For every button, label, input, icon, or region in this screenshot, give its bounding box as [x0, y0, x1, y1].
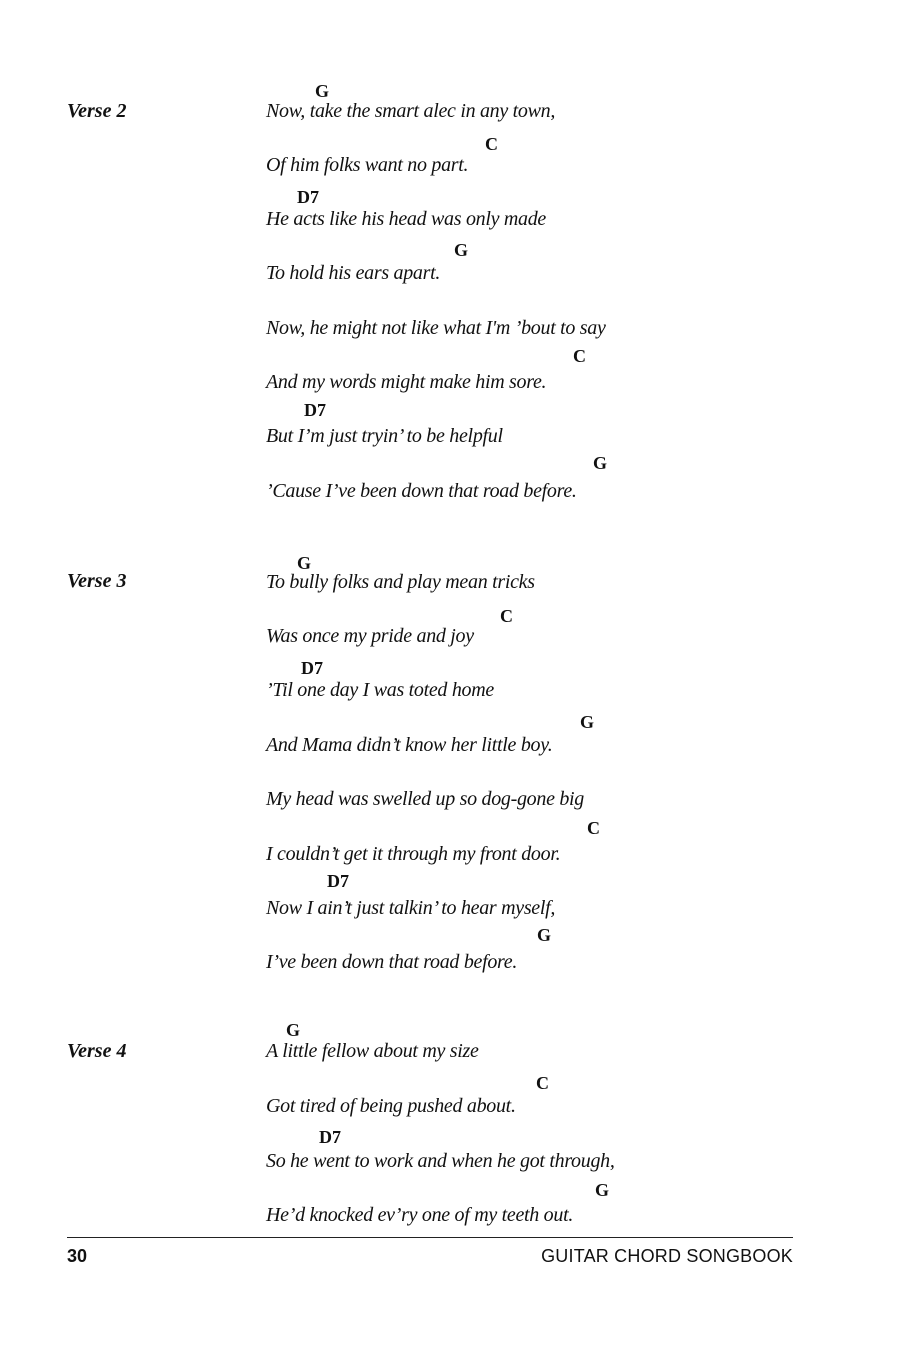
lyric-line: To hold his ears apart.	[266, 262, 441, 284]
chord: G	[537, 925, 552, 945]
chord: G	[580, 712, 595, 732]
book-title: GUITAR CHORD SONGBOOK	[541, 1246, 793, 1266]
verse-4-label: Verse 4	[67, 1040, 127, 1062]
lyric-line: And Mama didn’t know her little boy.	[266, 734, 553, 756]
chord: D7	[301, 658, 323, 678]
lyric-line: ’Til one day I was toted home	[266, 679, 494, 701]
chord: C	[587, 818, 600, 838]
lyric-line: I’ve been down that road before.	[266, 951, 518, 973]
lyric-line: Got tired of being pushed about.	[266, 1095, 516, 1117]
lyric-line: To bully folks and play mean tricks	[266, 571, 535, 593]
lyric-line: So he went to work and when he got through,	[266, 1150, 615, 1172]
lyric-line: A little fellow about my size	[266, 1040, 479, 1062]
footer-divider	[67, 1237, 793, 1238]
chord: C	[485, 134, 498, 154]
lyric-line: Now, he might not like what I'm ’bout to say	[266, 317, 606, 339]
lyric-line: Now I ain’t just talkin’ to hear myself,	[266, 897, 556, 919]
chord: C	[536, 1073, 549, 1093]
lyric-line: My head was swelled up so dog-gone big	[266, 788, 585, 810]
chord: C	[500, 606, 513, 626]
chord: D7	[319, 1127, 341, 1147]
chord: D7	[327, 871, 349, 891]
page-number: 30	[67, 1246, 88, 1266]
lyric-line: Of him folks want no part.	[266, 154, 469, 176]
chord: G	[297, 553, 312, 573]
chord: G	[315, 81, 330, 101]
chord: G	[454, 240, 469, 260]
verse-3-label: Verse 3	[67, 570, 127, 592]
lyric-line: He’d knocked ev’ry one of my teeth out.	[266, 1204, 574, 1226]
lyric-line: Now, take the smart alec in any town,	[266, 100, 556, 122]
lyric-line: I couldn’t get it through my front door.	[266, 843, 561, 865]
verse-2-label: Verse 2	[67, 100, 127, 122]
lyric-line: He acts like his head was only made	[266, 208, 546, 230]
lyric-line: ’Cause I’ve been down that road before.	[266, 480, 577, 502]
lyric-line: And my words might make him sore.	[266, 371, 547, 393]
lyric-line: Was once my pride and joy	[266, 625, 474, 647]
chord: G	[595, 1180, 610, 1200]
chord: D7	[297, 187, 319, 207]
chord: G	[593, 453, 608, 473]
chord: C	[573, 346, 586, 366]
chord: D7	[304, 400, 326, 420]
chord: G	[286, 1020, 301, 1040]
lyric-line: But I’m just tryin’ to be helpful	[266, 425, 503, 447]
